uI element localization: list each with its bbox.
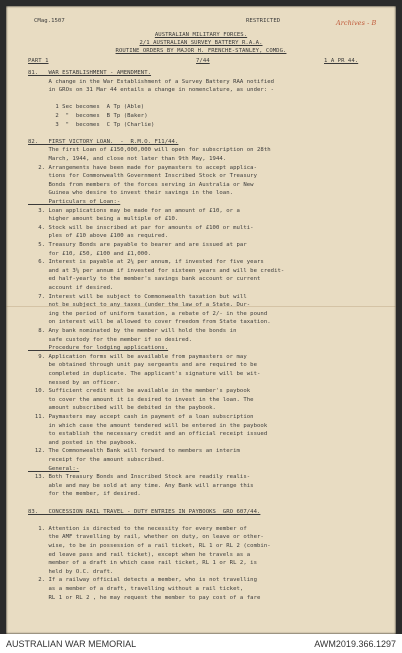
order-line: 5. Treasury Bonds are payable to bearer and are issued at par xyxy=(28,242,247,248)
order-line: in which case the amount tendered will be entered in the paybook xyxy=(28,422,268,429)
order-line: for the member, if desired. xyxy=(28,491,141,498)
order-line: The first Loan of £150,000,000 will open for subscription on 28th xyxy=(28,147,271,154)
order-line: safe custody for the member if so desired. xyxy=(28,336,193,343)
order-line: ed leave pass and rail ticket), except when he travels as a xyxy=(28,551,251,558)
order-line: 9. Application forms will be available from paymasters or may xyxy=(28,353,247,360)
order-line: ed half-yearly to the member's savings bank account or current xyxy=(28,276,261,283)
order-line: completed in duplicate. The applicant's signature will be wit- xyxy=(28,371,261,377)
order-line: not be subject to any taxes (under the law of a State. Dur- xyxy=(28,302,251,309)
order-line: on interest will be allowed to cover freedom from State taxation. xyxy=(28,319,271,326)
order-line: amount subscribed will be debited in the paybook. xyxy=(28,405,216,412)
order-line: in GROs on 31 Mar 44 entails a change in nomenclature, as under: - xyxy=(28,87,275,94)
order-line: ples of £10 above £100 as required. xyxy=(28,233,169,240)
order-line: March, 1944, and close not later than 9th May, 1944. xyxy=(28,156,227,162)
order-line: 2. Arrangements have been made for paymasters to accept applica- xyxy=(28,164,257,171)
order-line: for £10, £50, £100 and £1,000. xyxy=(28,250,152,257)
heading-unit: 2/1 AUSTRALIAN SURVEY BATTERY R.A.A. xyxy=(139,40,263,46)
order-line: 1 Sec becomes A Tp (Able) xyxy=(28,104,145,111)
order-line: receipt for the amount subscribed. xyxy=(28,457,165,463)
part-number: PART 1 xyxy=(28,58,49,64)
order-line: 3. Loan applications may be made for an amount of £10, or a xyxy=(28,207,240,214)
order-line: Bonds from members of the forces serving in Australia or New xyxy=(28,181,254,188)
form-number: CMag.1507 xyxy=(34,18,65,24)
order-line: as a member of a draft, travelling without a rail ticket, xyxy=(28,586,244,592)
order-line: 82. FIRST VICTORY LOAN. - R.M.O. F11/44. xyxy=(28,138,179,145)
order-line: 2. If a railway official detects a member, who is not travelling xyxy=(28,577,257,584)
order-line: and posted in the paybook. xyxy=(28,439,138,446)
order-line: 4. Stock will be inscribed at par for amounts of £100 or multi- xyxy=(28,224,254,231)
order-date: 1 A PR 44. xyxy=(324,58,359,64)
order-line: held by O.C. draft. xyxy=(28,568,114,575)
order-number: 7/44 xyxy=(196,58,210,64)
order-line: to cover the amount it is desired to invest in the loan. The xyxy=(28,396,254,403)
order-line: 10. Sufficient credit must be available in the member's paybook xyxy=(28,388,251,395)
order-line: RL 1 or RL 2 , he may request the member to pay cost of a fare xyxy=(28,594,261,601)
order-line: nessed by an officer. xyxy=(28,379,121,386)
order-line: account if desired. xyxy=(28,285,114,291)
order-line: higher amount being a multiple of £10. xyxy=(28,216,179,223)
order-line: 81. WAR ESTABLISHMENT - AMENDMENT. xyxy=(28,70,152,76)
order-line: 11. Paymasters may accept cash in payment of a loan subscription xyxy=(28,414,254,420)
order-line: Procedure for lodging applications. xyxy=(28,345,169,352)
heading-forces: AUSTRALIAN MILITARY FORCES. xyxy=(154,32,248,38)
order-line: 13. Both Treasury Bonds and Inscribed Stock are readily realis- xyxy=(28,474,251,481)
document-page xyxy=(6,6,396,634)
order-line: tions for Commonwealth Government Inscribed Stock or Treasury xyxy=(28,173,257,180)
order-line: and at 3¼ per annum if invested for sixteen years and will be credit- xyxy=(28,267,285,274)
footer-credit: AUSTRALIAN WAR MEMORIAL xyxy=(6,639,137,649)
order-line: A change in the War Establishment of a Survey Battery RAA notified xyxy=(28,78,275,85)
order-line: 6. Interest is payable at 2¼ per annum, if invested for five years xyxy=(28,259,264,266)
order-line: General:- xyxy=(28,465,80,472)
order-line: ing the period of uniform taxation, a rebate of 2/- in the pound xyxy=(28,310,268,317)
order-line: 83. CONCESSION RAIL TRAVEL - DUTY ENTRIES IN PAYBOOKS GRO 607/44. xyxy=(28,508,261,515)
order-line: able and may be sold at any time. Any Bank will arrange this xyxy=(28,482,254,489)
order-line: 8. Any bank nominated by the member will hold the bonds in xyxy=(28,328,237,334)
footer-accession: AWM2019.366.1297 xyxy=(314,639,396,649)
order-line: 12. The Commonwealth Bank will forward to members an interim xyxy=(28,448,240,455)
footer-bar xyxy=(0,634,402,653)
order-line: Guinea who desire to invest their savings in the loan. xyxy=(28,190,234,197)
order-line: 3 " becomes C Tp (Charlie) xyxy=(28,121,155,128)
heading-routine-orders: ROUTINE ORDERS BY MAJOR H. FRENCHE-STANLEY, COMDG. xyxy=(115,48,287,54)
classification: RESTRICTED xyxy=(246,18,281,24)
order-line: be obtained through unit pay sergeants and are required to be xyxy=(28,362,257,369)
order-line: 2 " becomes B Tp (Baker) xyxy=(28,113,148,119)
order-line: 7. Interest will be subject to Commonwealth taxation but will xyxy=(28,293,247,300)
reference-stamp: Archives - B xyxy=(336,19,377,27)
order-line: member of a draft in which case rail ticket, RL 1 or RL 2, is xyxy=(28,560,257,567)
order-line: to establish the necessary credit and an official receipt issued xyxy=(28,431,268,438)
order-line: the AMF travelling by rail, whether on duty, on leave or other- xyxy=(28,534,264,541)
order-line: Particulars of Loan:- xyxy=(28,199,121,205)
order-line: wise, to be in possession of a rail ticket, RL 1 or RL 2 (combin- xyxy=(28,543,271,549)
order-line: 1. Attention is directed to the necessity for every member of xyxy=(28,525,247,532)
